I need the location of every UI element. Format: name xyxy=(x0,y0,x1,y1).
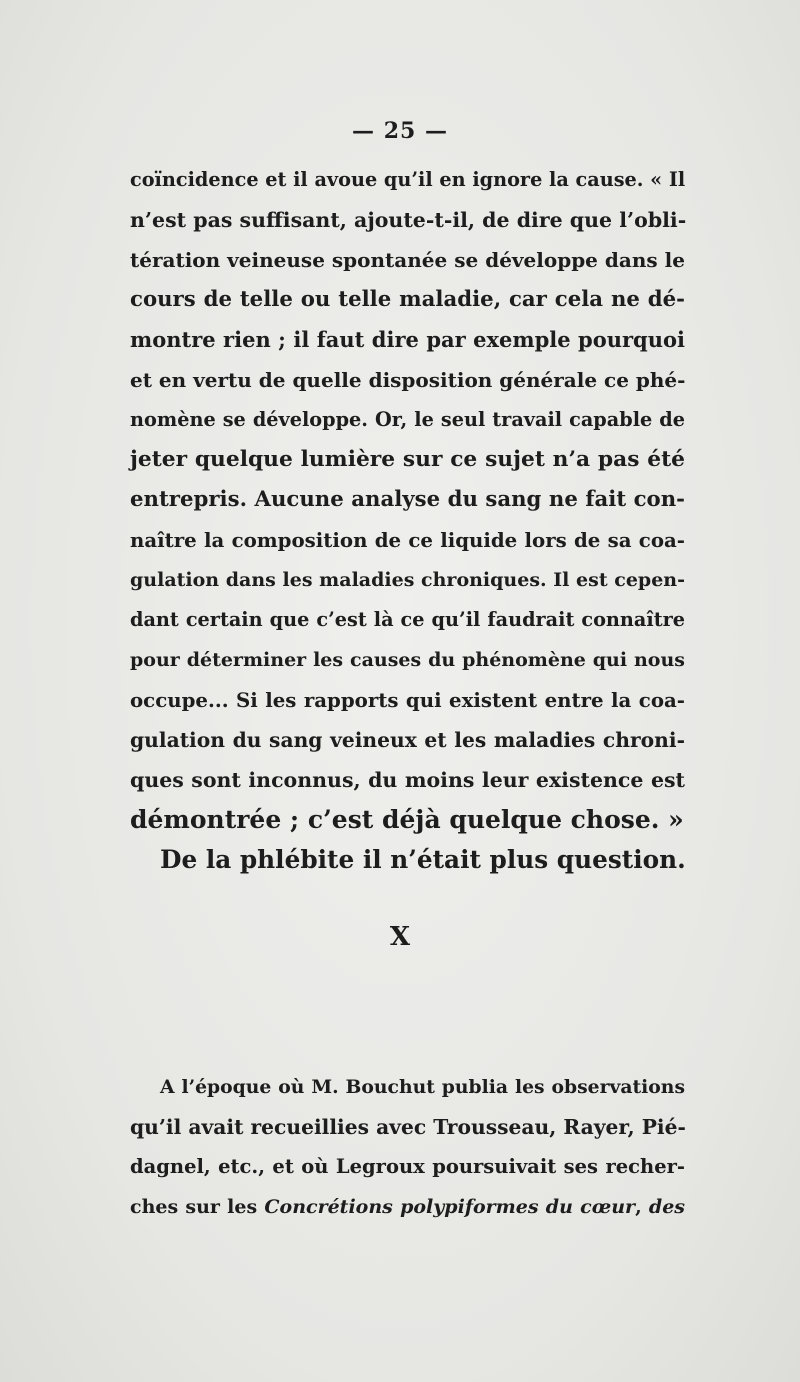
text-line: gulation dans les maladies chroniques. Il est cepen- xyxy=(130,569,685,591)
text-line: montre rien ; il faut dire par exemple pourquoi xyxy=(130,327,685,352)
paragraph-1 xyxy=(130,160,685,880)
text-line: gulation du sang veineux et les maladies chroni- xyxy=(130,728,685,752)
text-line: nomène se développe. Or, le seul travail capable de xyxy=(130,408,685,431)
text-line: occupe... Si les rapports qui existent entre la coa- xyxy=(130,688,685,712)
text-line: De la phlébite il n’était plus question. xyxy=(160,845,686,874)
text-line: entrepris. Aucune analyse du sang ne fait con- xyxy=(130,487,685,512)
text-fragment: , xyxy=(635,1196,649,1218)
section-heading: X xyxy=(389,922,411,952)
text-line: cours de telle ou telle maladie, car cela ne dé- xyxy=(130,287,685,312)
text-fragment: ches sur les xyxy=(130,1196,265,1218)
text-line: coïncidence et il avoue qu’il en ignore la cause. « Il xyxy=(130,168,686,191)
text-line-mixed xyxy=(130,1187,685,1227)
page-number: — 25 — xyxy=(352,118,448,144)
paragraph-2 xyxy=(130,1067,685,1227)
text-line: naître la composition de ce liquide lors de sa coa- xyxy=(130,528,685,552)
text-line: pour déterminer les causes du phénomène qui nous xyxy=(130,649,685,671)
italic-fragment: des xyxy=(648,1196,685,1218)
text-line: A l’époque où M. Bouchut publia les observations xyxy=(160,1076,685,1098)
text-line: dagnel, etc., et où Legroux poursuivait ses recher- xyxy=(130,1155,685,1178)
text-line: ques sont inconnus, du moins leur existence est xyxy=(130,768,685,792)
text-line: dant certain que c’est là ce qu’il faudrait connaître xyxy=(130,608,685,631)
text-line: démontrée ; c’est déjà quelque chose. » xyxy=(130,805,684,834)
text-line: jeter quelque lumière sur ce sujet n’a pas été xyxy=(130,447,685,472)
text-line: et en vertu de quelle disposition générale ce phé- xyxy=(130,368,686,392)
text-line: n’est pas suffisant, ajoute-t-il, de dire que l’obli- xyxy=(130,208,687,232)
italic-title: Concrétions polypiformes du cœur xyxy=(264,1196,636,1218)
text-line: tération veineuse spontanée se développe dans le xyxy=(130,248,685,272)
text-line: qu’il avait recueillies avec Trousseau, Rayer, Pié- xyxy=(130,1115,686,1139)
